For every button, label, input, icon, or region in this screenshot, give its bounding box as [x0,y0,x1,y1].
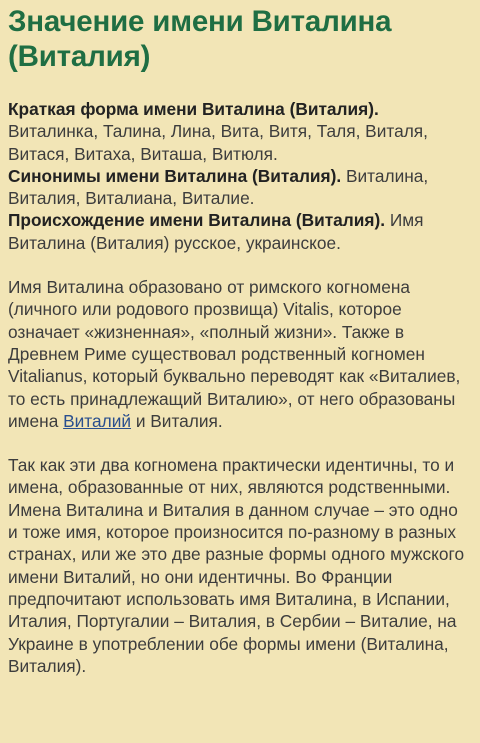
name-facts [8,98,470,254]
origin-text: Имя Виталина (Виталия) русское, украинское. [8,210,424,253]
synonyms-text: Виталина, Виталия, Виталиана, Виталие. [8,165,429,209]
synonyms-heading: Синонимы имени Виталина (Виталия). [8,165,342,186]
origin-section [8,209,470,254]
page-title: Значение имени Виталина (Виталия) [8,5,392,73]
synonyms-section [8,165,470,210]
paragraph-etymology-text: Имя Виталина образовано от римского когномена (личного или родового прозвища) Vitalis, которое означает «жизненная», «полный жизни». Также в Древнем Риме существовал родственный когномен Vitalianus, который буквально переводят как «Виталиев, то есть принадлежащий Виталию», от него образованы имена [8,277,461,431]
paragraph-etymology-end: и Виталия. [131,410,223,431]
vitaliy-link[interactable]: Виталий [63,410,132,431]
paragraph-usage: Так как эти два когномена практически идентичны, то и имена, образованные от них, являются родственными. Имена Виталина и Виталия в данном случае – это одно и тоже имя, которое произносится по-разному в разных странах, или же это две разные формы одного мужского имени Виталий, но они идентичны. Во Франции предпочитают использовать имя Виталина, в Испании, Италия, Португалии – Виталия, в Сербии – Виталие, на Украине в употреблении обе формы имени (Виталина, Виталия). [8,455,465,676]
short-form-text: Виталинка, Талина, Лина, Вита, Витя, Таля, Виталя, Витася, Витаха, Виташа, Витюля. [8,121,428,164]
short-form-heading: Краткая форма имени Виталина (Виталия). [8,99,379,119]
origin-heading: Происхождение имени Виталина (Виталия). [8,210,386,231]
paragraph-etymology [8,276,470,432]
short-form-section [8,98,470,165]
